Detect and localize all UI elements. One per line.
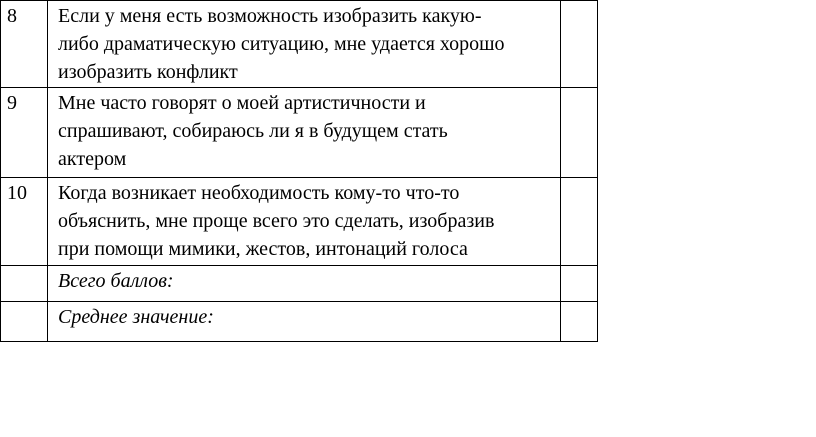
total-label: Всего баллов:: [48, 266, 561, 302]
statement-line: спрашивают, собираюсь ли я в будущем стать: [58, 120, 448, 142]
statement-line: Когда возникает необходимость кому-то что-то: [58, 182, 460, 204]
table-row: [1, 1, 598, 88]
row-number: 9: [1, 88, 48, 178]
score-cell[interactable]: [561, 178, 598, 266]
row-number: 10: [1, 178, 48, 266]
mean-row: [1, 302, 598, 342]
total-row: [1, 266, 598, 302]
score-cell[interactable]: [561, 88, 598, 178]
total-score-cell[interactable]: [561, 266, 598, 302]
statement-line: изобразить конфликт: [58, 61, 238, 83]
empty-number-cell: [1, 266, 48, 302]
statement-line: либо драматическую ситуацию, мне удается хорошо: [58, 33, 505, 55]
statement-text: [48, 1, 561, 88]
statement-line: объяснить, мне проще всего это сделать, изобразив: [58, 210, 495, 232]
score-cell[interactable]: [561, 1, 598, 88]
statement-line: при помощи мимики, жестов, интонаций голоса: [58, 238, 468, 260]
statement-text: [48, 88, 561, 178]
statement-line: Мне часто говорят о моей артистичности и: [58, 92, 426, 114]
empty-number-cell: [1, 302, 48, 342]
mean-label: Среднее значение:: [48, 302, 561, 342]
statement-text: [48, 178, 561, 266]
table-row: [1, 88, 598, 178]
table-row: [1, 178, 598, 266]
mean-score-cell[interactable]: [561, 302, 598, 342]
statement-line: актером: [58, 148, 127, 170]
row-number: 8: [1, 1, 48, 88]
statement-line: Если у меня есть возможность изобразить какую-: [58, 5, 482, 27]
